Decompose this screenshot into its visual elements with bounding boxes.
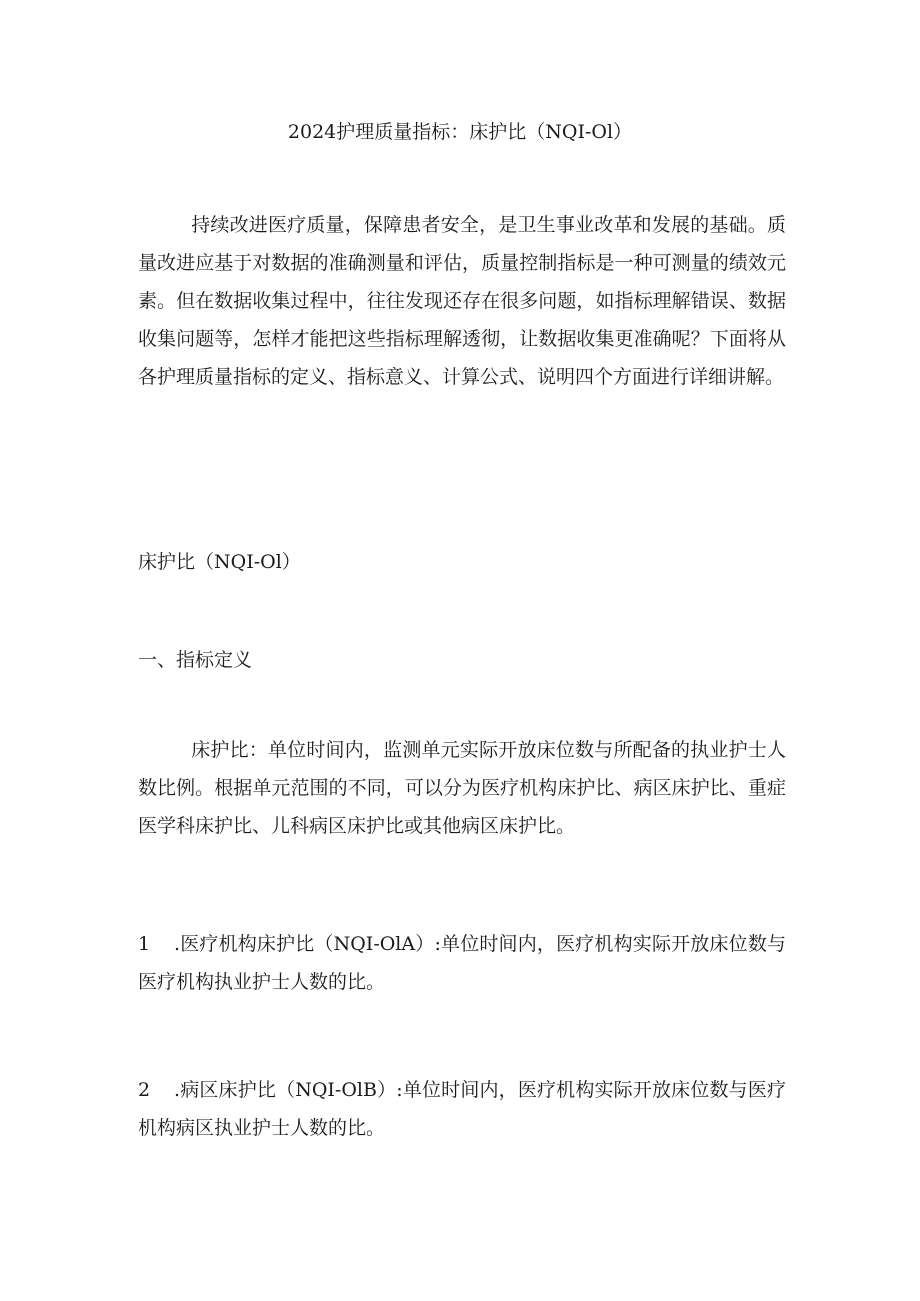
definition-paragraph: 床护比：单位时间内，监测单元实际开放床位数与所配备的执业护士人数比例。根据单元范围的不同，可以分为医疗机构床护比、病区床护比、重症医学科床护比、儿科病区床护比或其他病区床护比。 (138, 739, 786, 837)
list-item-text: .病区床护比（NQI-OlB）:单位时间内，医疗机构实际开放床位数与医疗机构病区执业护士人数的比。 (138, 1079, 786, 1139)
list-item-text: .医疗机构床护比（NQI-OlA）:单位时间内，医疗机构实际开放床位数与医疗机构执业护士人数的比。 (138, 933, 786, 993)
list-item (138, 1071, 786, 1147)
list-item (138, 925, 786, 1001)
list-item-number: 1 (138, 933, 151, 955)
section-heading: 床护比（NQI-Ol） (138, 551, 301, 573)
document-title: 2024护理质量指标：床护比（NQI-Ol） (287, 121, 633, 143)
intro-paragraph: 持续改进医疗质量，保障患者安全，是卫生事业改革和发展的基础。质量改进应基于对数据的准确测量和评估，质量控制指标是一种可测量的绩效元素。但在数据收集过程中，往往发现还存在很多问题，如指标理解错误、数据收集问题等，怎样才能把这些指标理解透彻，让数据收集更准确呢？下面将从各护理质量指标的定义、指标意义、计算公式、说明四个方面进行详细讲解。 (138, 214, 786, 388)
list-item-number: 2 (138, 1079, 151, 1101)
subsection-heading: 一、指标定义 (138, 649, 253, 671)
